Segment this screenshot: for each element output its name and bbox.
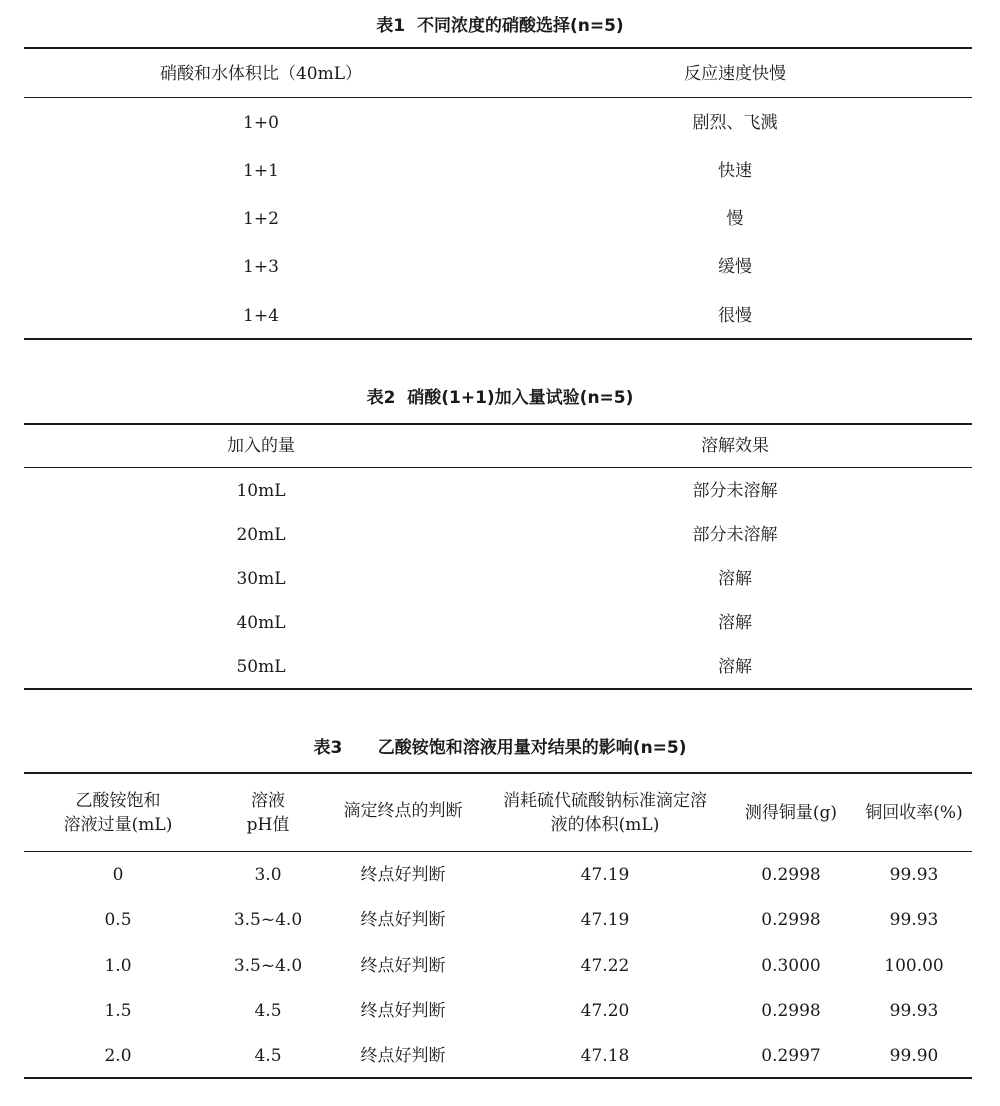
table3-top-rule xyxy=(24,772,972,774)
table3-header-excess xyxy=(24,789,212,837)
table3-caption: 表3 乙酸铵饱和溶液用量对结果的影响(n=5) xyxy=(313,738,687,758)
table3-cell: 100.00 xyxy=(884,956,944,976)
table2-cell: 部分未溶解 xyxy=(692,481,778,501)
table3-cell: 47.22 xyxy=(580,956,630,976)
table3-header-copper: 测得铜量(g) xyxy=(744,803,838,823)
table1-cell: 1+0 xyxy=(243,113,279,133)
table3-cell: 终点好判断 xyxy=(360,865,446,885)
table3-header-endpoint: 滴定终点的判断 xyxy=(343,801,463,821)
table3-cell: 0.2997 xyxy=(761,1046,821,1066)
table3-cell: 0 xyxy=(112,865,124,885)
table2-cell: 10mL xyxy=(236,481,286,501)
table3-header-volume-line1: 消耗硫代硫酸钠标准滴定溶 xyxy=(503,791,707,811)
table3-header-volume xyxy=(478,789,732,837)
table3-cell: 99.93 xyxy=(889,865,939,885)
table2-cell: 40mL xyxy=(236,613,286,633)
table1-header-rule xyxy=(24,97,972,98)
table2-header-rule xyxy=(24,467,972,468)
table3-cell: 1.5 xyxy=(104,1001,132,1021)
table3-cell: 0.2998 xyxy=(761,865,821,885)
table1-cell: 1+4 xyxy=(243,306,279,326)
table3-cell: 47.20 xyxy=(580,1001,630,1021)
table3-header-excess-line2: 溶液过量(mL) xyxy=(63,815,173,835)
table3-cell: 99.90 xyxy=(889,1046,939,1066)
table2-cell: 部分未溶解 xyxy=(692,525,778,545)
table3-cell: 2.0 xyxy=(104,1046,132,1066)
table3-cell: 终点好判断 xyxy=(360,1046,446,1066)
table2-cell: 溶解 xyxy=(718,613,752,633)
table3-cell: 终点好判断 xyxy=(360,956,446,976)
table1-cell: 剧烈、飞溅 xyxy=(692,113,778,133)
table3-header-excess-line1: 乙酸铵饱和 xyxy=(75,791,161,811)
table3-header-ph-line2: pH值 xyxy=(246,815,290,835)
table3-cell: 0.2998 xyxy=(761,910,821,930)
table3-header-volume-line2: 液的体积(mL) xyxy=(550,815,660,835)
table1-header-ratio: 硝酸和水体积比（40mL） xyxy=(159,64,363,84)
table2-bottom-rule xyxy=(24,688,972,690)
table2-cell: 溶解 xyxy=(718,569,752,589)
table3-cell: 0.3000 xyxy=(761,956,821,976)
table2-caption: 表2 硝酸(1+1)加入量试验(n=5) xyxy=(366,388,634,408)
table1-cell: 1+1 xyxy=(243,161,279,181)
table3-cell: 47.19 xyxy=(580,865,630,885)
table1-top-rule xyxy=(24,47,972,49)
table1-bottom-rule xyxy=(24,338,972,340)
table1-caption: 表1 不同浓度的硝酸选择(n=5) xyxy=(376,16,624,36)
table1-cell: 1+2 xyxy=(243,209,279,229)
table3-bottom-rule xyxy=(24,1077,972,1079)
table3-cell: 4.5 xyxy=(254,1001,282,1021)
table3-cell: 0.5 xyxy=(104,910,132,930)
table3-cell: 99.93 xyxy=(889,910,939,930)
table1-cell: 1+3 xyxy=(243,257,279,277)
table1-cell: 很慢 xyxy=(718,306,752,326)
table3-cell: 3.5~4.0 xyxy=(233,956,303,976)
table3-cell: 47.19 xyxy=(580,910,630,930)
table2-top-rule xyxy=(24,423,972,425)
table3-cell: 终点好判断 xyxy=(360,1001,446,1021)
table3-cell: 3.0 xyxy=(254,865,282,885)
table3-header-recovery: 铜回收率(%) xyxy=(865,803,963,823)
table2-cell: 溶解 xyxy=(718,657,752,677)
table3-header-ph xyxy=(212,789,324,837)
table2-cell: 20mL xyxy=(236,525,286,545)
table1-cell: 缓慢 xyxy=(718,257,752,277)
table2-cell: 30mL xyxy=(236,569,286,589)
table3-cell: 终点好判断 xyxy=(360,910,446,930)
table1-header-speed: 反应速度快慢 xyxy=(684,64,786,84)
table2-cell: 50mL xyxy=(236,657,286,677)
table3-cell: 1.0 xyxy=(104,956,132,976)
table1-cell: 快速 xyxy=(718,161,752,181)
table2-header-amount: 加入的量 xyxy=(227,436,295,456)
table3-header-ph-line1: 溶液 xyxy=(251,791,285,811)
table3-cell: 4.5 xyxy=(254,1046,282,1066)
table1-cell: 慢 xyxy=(726,209,744,229)
table3-header-rule xyxy=(24,851,972,852)
table3-cell: 3.5~4.0 xyxy=(233,910,303,930)
table3-cell: 0.2998 xyxy=(761,1001,821,1021)
table2-header-effect: 溶解效果 xyxy=(701,436,769,456)
table3-cell: 99.93 xyxy=(889,1001,939,1021)
table3-cell: 47.18 xyxy=(580,1046,630,1066)
